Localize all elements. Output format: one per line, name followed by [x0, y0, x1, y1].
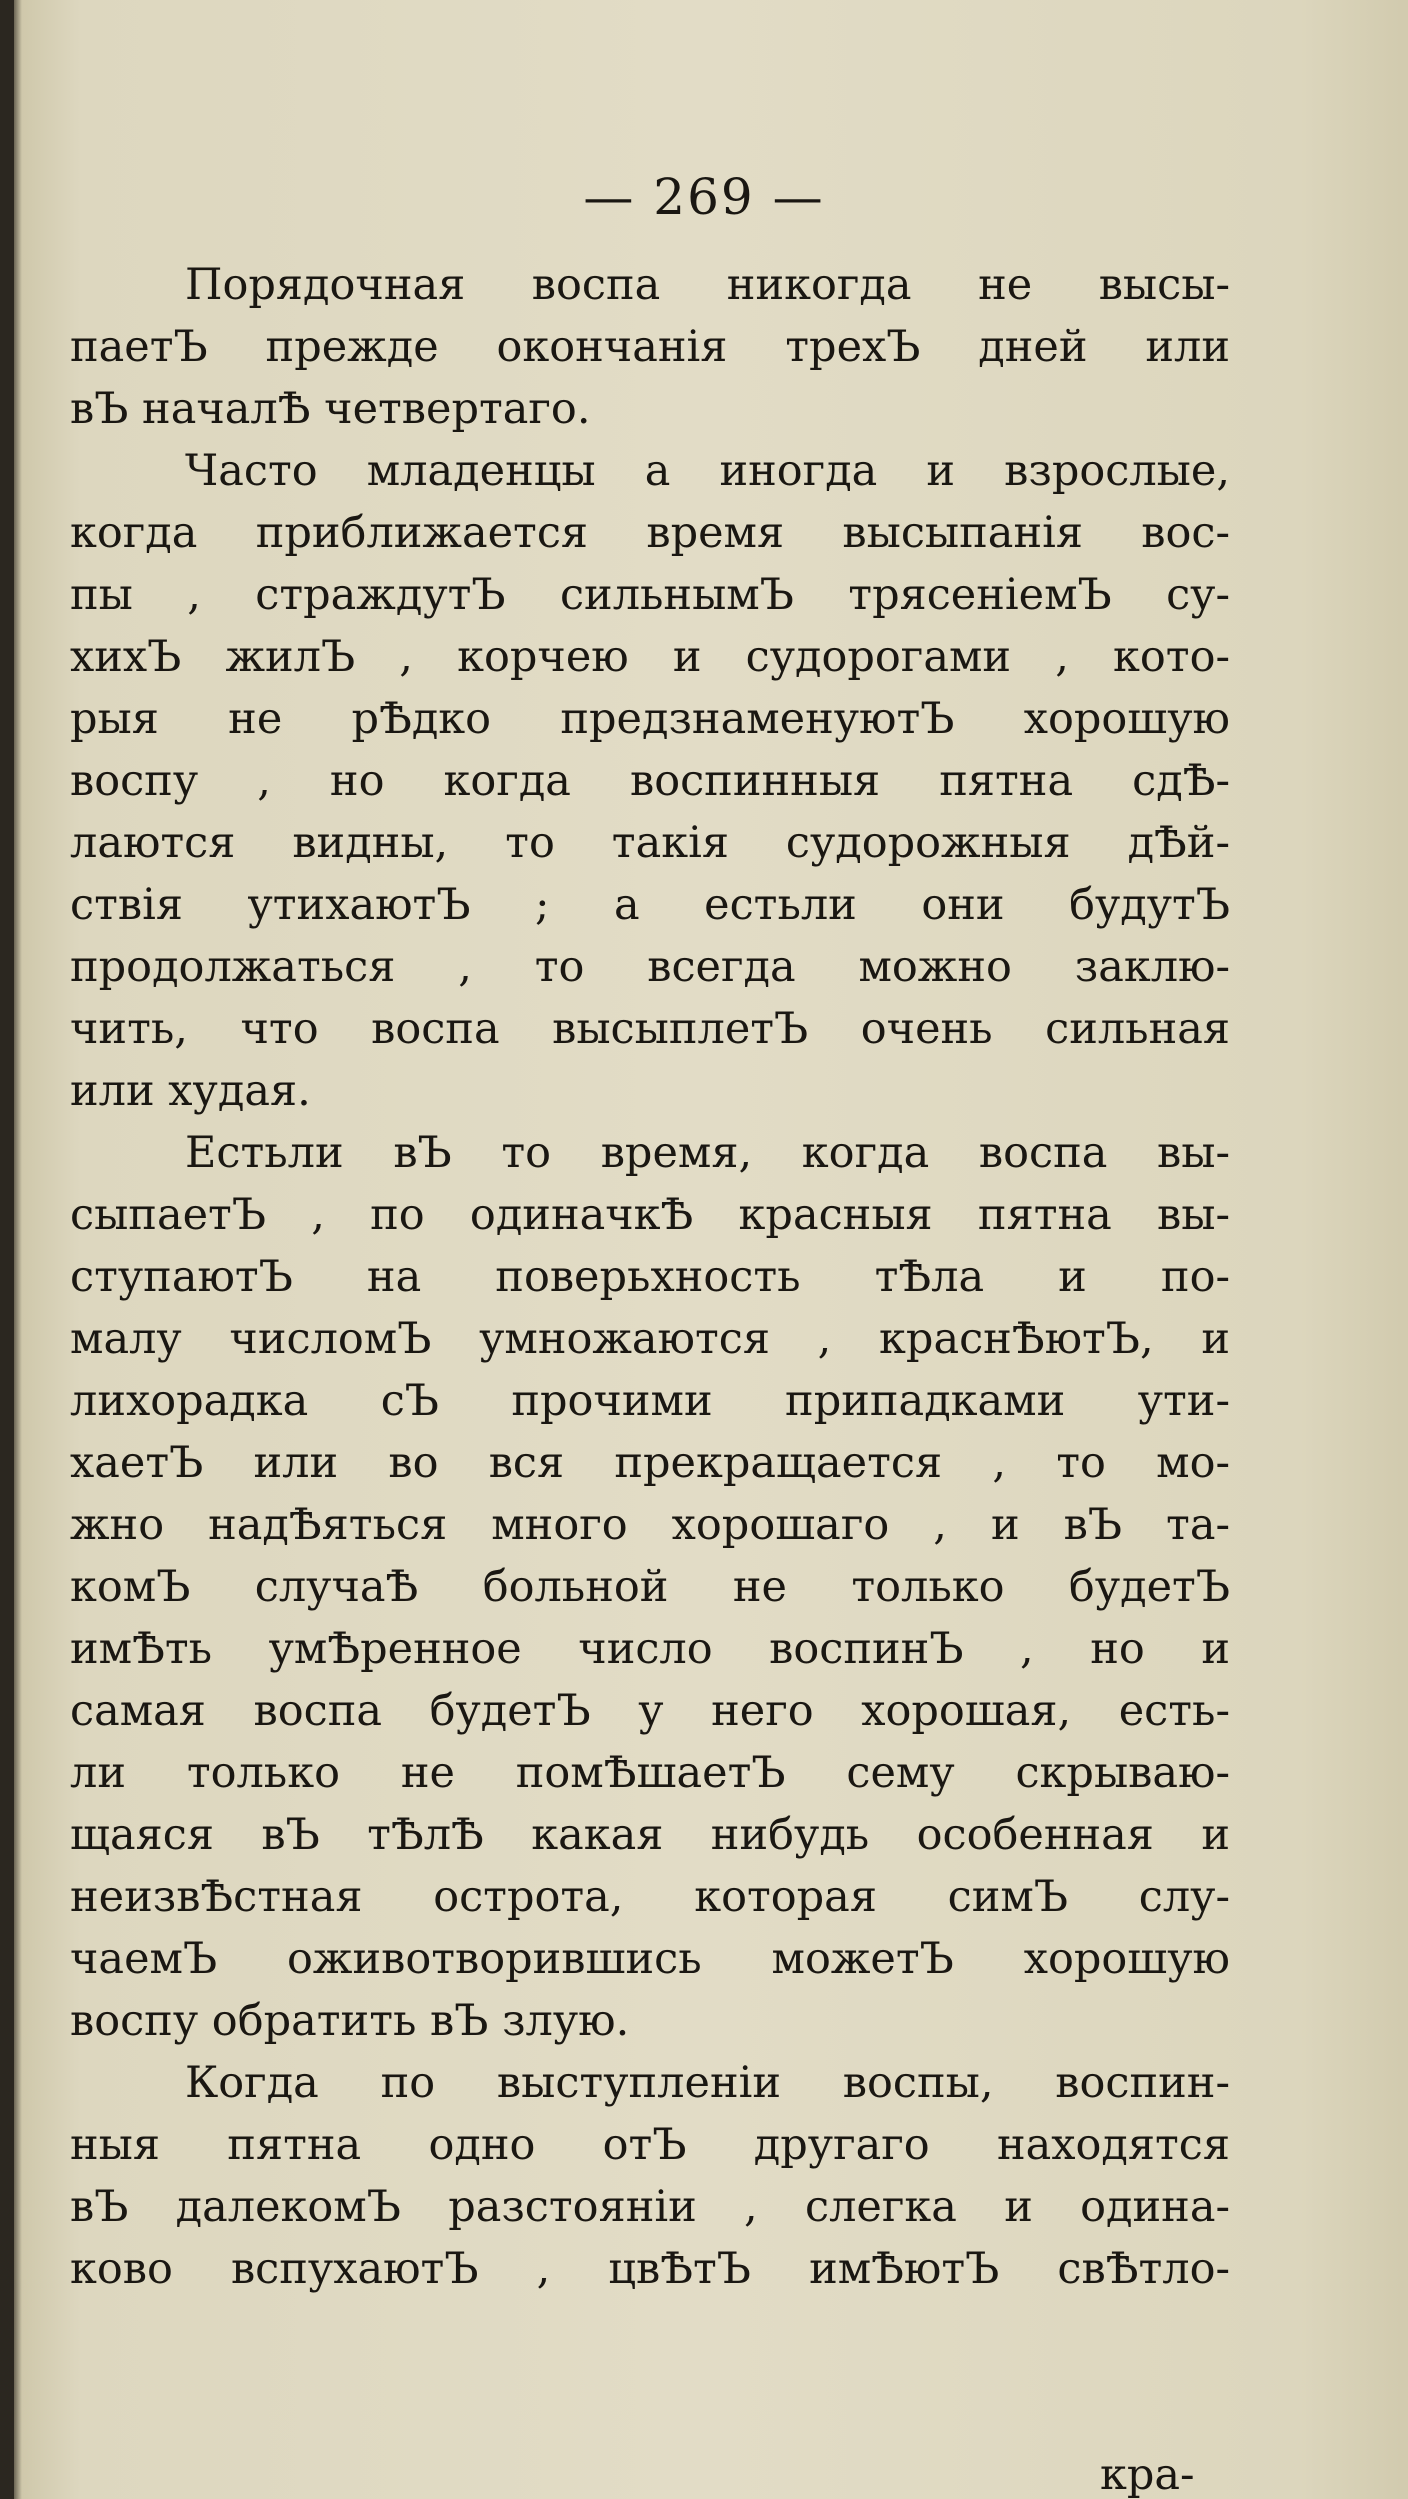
- text-line: хихЪ жилЪ , корчею и судорогами , кото-: [70, 632, 1230, 682]
- text-line: Порядочная воспа никогда не высы-: [185, 260, 1230, 310]
- text-line: хаетЪ или во вся прекращается , то мо-: [70, 1438, 1230, 1488]
- text-line: ступаютЪ на поверьхность тѢла и по-: [70, 1252, 1230, 1302]
- binding-edge: [0, 0, 14, 2499]
- body-text: [70, 254, 1230, 2300]
- text-line: Естьли вЪ то время, когда воспа вы-: [185, 1128, 1230, 1178]
- text-line: ныя пятна одно отЪ другаго находятся: [70, 2120, 1230, 2170]
- text-line: вЪ началѢ четвертаго.: [70, 384, 591, 434]
- text-line: Когда по выступленіи воспы, воспин-: [185, 2058, 1230, 2108]
- catchword: кра-: [1100, 2450, 1195, 2499]
- text-line: воспу , но когда воспинныя пятна сдѢ-: [70, 756, 1230, 806]
- text-line: продолжаться , то всегда можно заклю-: [70, 942, 1230, 992]
- page-number: — 269 —: [583, 168, 825, 226]
- text-line: вЪ далекомЪ разстояніи , слегка и одина-: [70, 2182, 1230, 2232]
- text-line: имѢть умѢренное число воспинЪ , но и: [70, 1624, 1230, 1674]
- text-line: или худая.: [70, 1066, 311, 1116]
- text-line: чаемЪ оживотворившись можетЪ хорошую: [70, 1934, 1230, 1984]
- text-line: щаяся вЪ тѢлѢ какая нибудь особенная и: [70, 1810, 1230, 1860]
- text-line: комЪ случаѢ больной не только будетЪ: [70, 1562, 1230, 1612]
- text-line: рыя не рѢдко предзнаменуютЪ хорошую: [70, 694, 1230, 744]
- text-line: чить, что воспа высыплетЪ очень сильная: [70, 1004, 1230, 1054]
- text-line: жно надѢяться много хорошаго , и вЪ та-: [70, 1500, 1230, 1550]
- text-line: ково вспухаютЪ , цвѢтЪ имѢютЪ свѢтло-: [70, 2244, 1230, 2294]
- text-line: лаются видны, то такія судорожныя дѢй-: [70, 818, 1230, 868]
- text-line: когда приближается время высыпанія вос-: [70, 508, 1230, 558]
- text-line: неизвѢстная острота, которая симЪ слу-: [70, 1872, 1230, 1922]
- text-line: пы , страждутЪ сильнымЪ трясеніемЪ су-: [70, 570, 1230, 620]
- text-line: паетЪ прежде окончанія трехЪ дней или: [70, 322, 1230, 372]
- text-line: сыпаетЪ , по одиначкѢ красныя пятна вы-: [70, 1190, 1230, 1240]
- text-line: лихорадка сЪ прочими припадками ути-: [70, 1376, 1230, 1426]
- text-line: ли только не помѢшаетЪ сему скрываю-: [70, 1748, 1230, 1798]
- text-line: воспу обратить вЪ злую.: [70, 1996, 630, 2046]
- text-line: малу числомЪ умножаются , краснѢютЪ, и: [70, 1314, 1230, 1364]
- text-line: Часто младенцы а иногда и взрослые,: [185, 446, 1230, 496]
- text-line: самая воспа будетЪ у него хорошая, есть-: [70, 1686, 1230, 1736]
- text-line: ствія утихаютЪ ; а естьли они будутЪ: [70, 880, 1230, 930]
